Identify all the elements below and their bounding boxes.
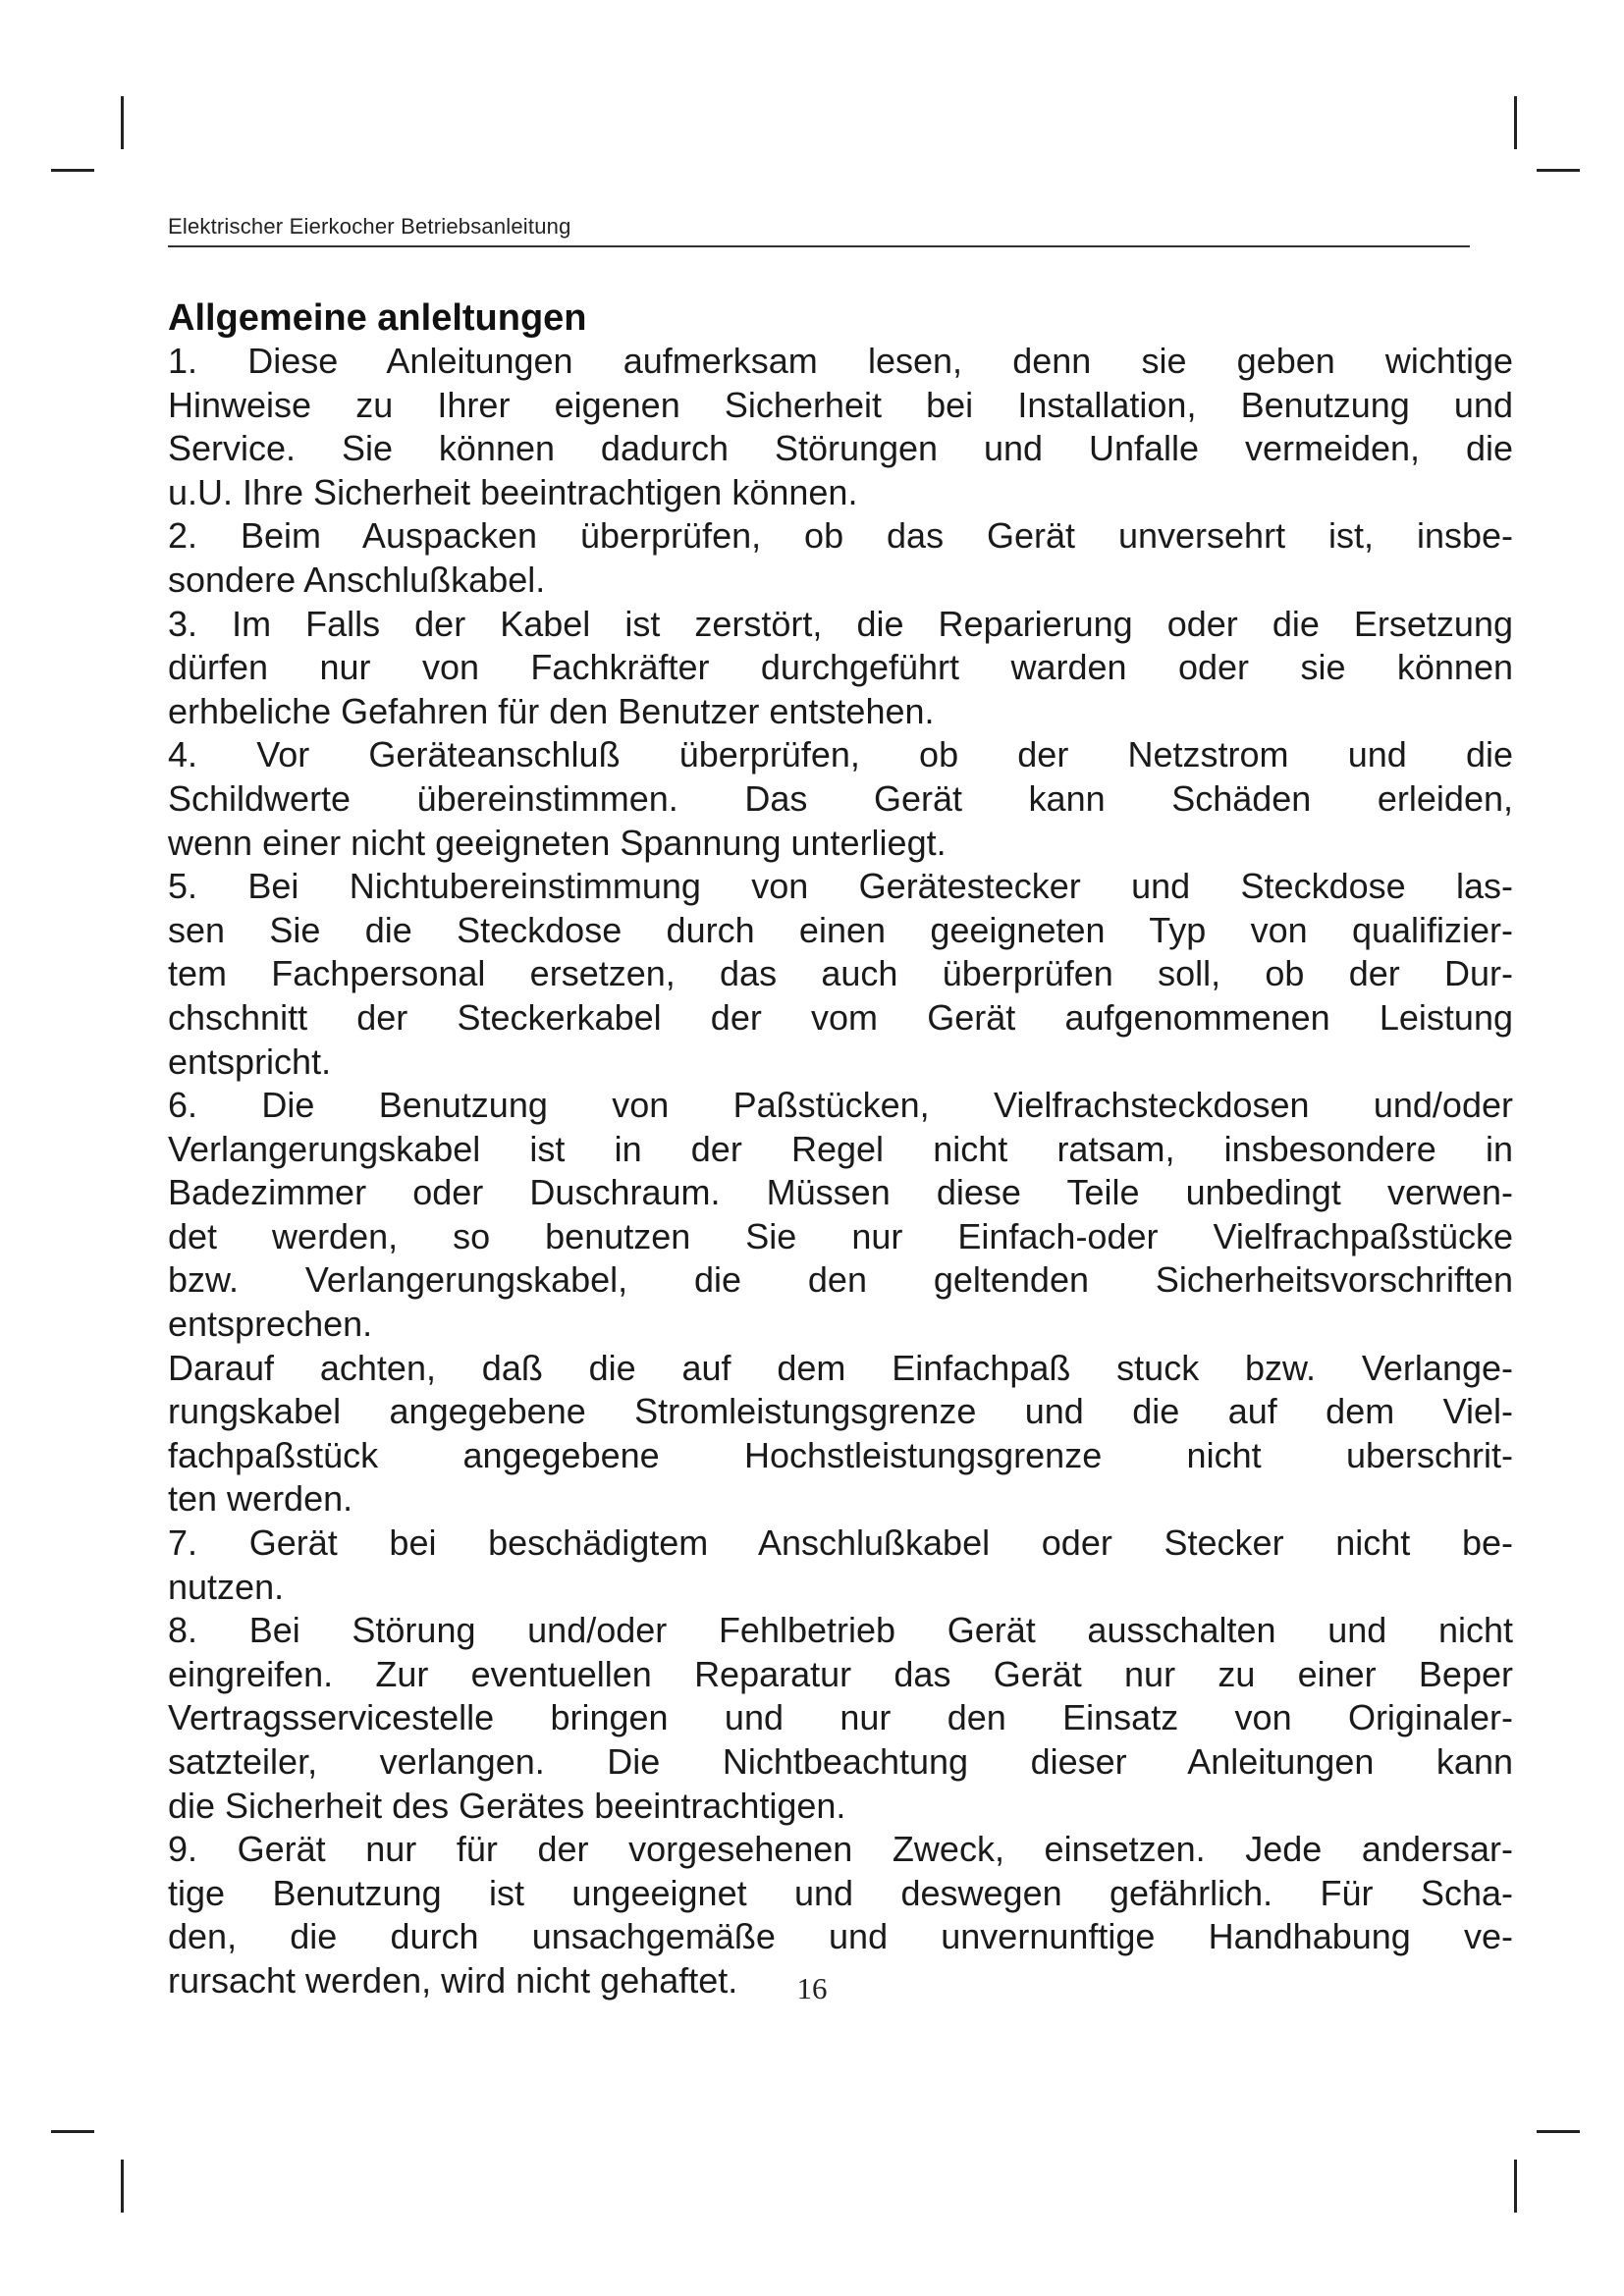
- text-line: tige Benutzung ist ungeeignet und deswegen gefährlich. Für Scha-: [168, 1872, 1513, 1913]
- text-line: erhbeliche Gefahren für den Benutzer entstehen.: [168, 690, 935, 731]
- crop-mark-top-right-horizontal: [1537, 169, 1580, 172]
- text-line: 8. Bei Störung und/oder Fehlbetrieb Gerät ausschalten und nicht: [168, 1610, 1513, 1651]
- text-line: rursacht werden, wird nicht gehaftet.: [168, 1959, 738, 2001]
- text-line: Verlangerungskabel ist in der Regel nicht ratsam, insbesondere in: [168, 1128, 1513, 1169]
- running-header: Elektrischer Eierkocher Betriebsanleitung: [168, 214, 571, 239]
- instruction-item-3: [168, 603, 1513, 734]
- crop-mark-top-left-vertical: [121, 96, 124, 149]
- text-line: bzw. Verlangerungskabel, die den geltenden Sicherheitsvorschriften: [168, 1259, 1513, 1301]
- crop-mark-bottom-right-horizontal: [1537, 2130, 1580, 2133]
- text-line: eingreifen. Zur eventuellen Reparatur das Gerät nur zu einer Beper: [168, 1653, 1513, 1694]
- text-line: wenn einer nicht geeigneten Spannung unterliegt.: [168, 822, 947, 863]
- instruction-note: [168, 1347, 1513, 1522]
- text-line: rungskabel angegebene Stromleistungsgrenze und die auf dem Viel-: [168, 1391, 1513, 1432]
- section-title: Allgemeine anleltungen: [168, 297, 587, 339]
- text-line: 2. Beim Auspacken überprüfen, ob das Gerät unversehrt ist, insbe-: [168, 515, 1513, 557]
- text-line: sondere Anschlußkabel.: [168, 559, 546, 600]
- crop-mark-bottom-left-horizontal: [51, 2130, 94, 2133]
- instruction-item-6: [168, 1084, 1513, 1347]
- text-line: ten werden.: [168, 1478, 353, 1520]
- text-line: Service. Sie können dadurch Störungen und Unfalle vermeiden, die: [168, 428, 1513, 469]
- text-line: nutzen.: [168, 1566, 285, 1607]
- text-line: det werden, so benutzen Sie nur Einfach-oder Vielfrachpaßstücke: [168, 1215, 1513, 1256]
- instruction-item-1: [168, 340, 1513, 514]
- text-line: 6. Die Benutzung von Paßstücken, Vielfrachsteckdosen und/oder: [168, 1085, 1513, 1126]
- text-line: Hinweise zu Ihrer eigenen Sicherheit bei Installation, Benutzung und: [168, 384, 1513, 425]
- text-line: 9. Gerät nur für der vorgesehenen Zweck, einsetzen. Jede andersar-: [168, 1829, 1513, 1870]
- text-line: die Sicherheit des Gerätes beeintrachtigen.: [168, 1785, 846, 1826]
- text-line: 5. Bei Nichtubereinstimmung von Gerätestecker und Steckdose las-: [168, 866, 1513, 907]
- text-line: Vertragsservicestelle bringen und nur den Einsatz von Originaler-: [168, 1697, 1513, 1738]
- text-line: fachpaßstück angegebene Hochstleistungsgrenze nicht uberschrit-: [168, 1434, 1513, 1475]
- instruction-item-2: [168, 514, 1513, 602]
- text-line: tem Fachpersonal ersetzen, das auch überprüfen soll, ob der Dur-: [168, 953, 1513, 994]
- text-line: u.U. Ihre Sicherheit beeintrachtigen können.: [168, 471, 858, 512]
- text-line: 7. Gerät bei beschädigtem Anschlußkabel oder Stecker nicht be-: [168, 1522, 1513, 1564]
- crop-mark-top-left-horizontal: [51, 169, 94, 172]
- text-line: Badezimmer oder Duschraum. Müssen diese Teile unbedingt verwen-: [168, 1172, 1513, 1213]
- instruction-item-5: [168, 865, 1513, 1084]
- text-line: satzteiler, verlangen. Die Nichtbeachtung dieser Anleitungen kann: [168, 1741, 1513, 1782]
- crop-mark-bottom-right-vertical: [1514, 2160, 1517, 2213]
- text-line: Schildwerte übereinstimmen. Das Gerät kann Schäden erleiden,: [168, 777, 1513, 819]
- text-line: chschnitt der Steckerkabel der vom Gerät aufgenommenen Leistung: [168, 996, 1513, 1038]
- page-number: 16: [796, 1971, 828, 2005]
- text-line: 4. Vor Geräteanschluß überprüfen, ob der Netzstrom und die: [168, 734, 1513, 775]
- text-line: 3. Im Falls der Kabel ist zerstört, die Reparierung oder die Ersetzung: [168, 603, 1513, 644]
- crop-mark-top-right-vertical: [1514, 96, 1517, 149]
- text-line: den, die durch unsachgemäße und unvernunftige Handhabung ve-: [168, 1916, 1513, 1957]
- instruction-item-7: [168, 1522, 1513, 1609]
- text-line: dürfen nur von Fachkräfter durchgeführt warden oder sie können: [168, 647, 1513, 688]
- text-line: sen Sie die Steckdose durch einen geeigneten Typ von qualifizier-: [168, 909, 1513, 950]
- text-line: 1. Diese Anleitungen aufmerksam lesen, denn sie geben wichtige: [168, 341, 1513, 381]
- instruction-item-4: [168, 733, 1513, 865]
- header-rule: [168, 245, 1470, 247]
- page-content: [168, 296, 1513, 2003]
- instruction-item-8: [168, 1609, 1513, 1828]
- text-line: entspricht.: [168, 1041, 332, 1082]
- crop-mark-bottom-left-vertical: [121, 2160, 124, 2213]
- text-line: entsprechen.: [168, 1304, 373, 1345]
- text-line: Darauf achten, daß die auf dem Einfachpaß stuck bzw. Verlange-: [168, 1347, 1513, 1388]
